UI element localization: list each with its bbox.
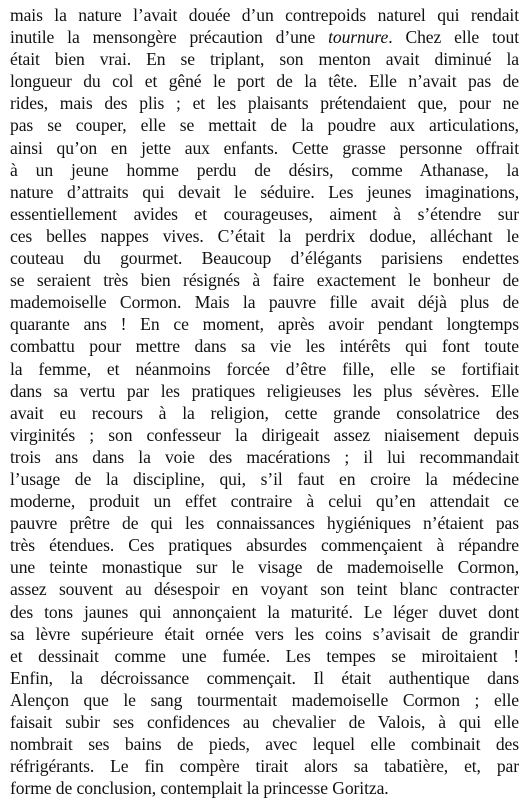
text-run: se seraient très bien résignés à faire exactement le bonheur de xyxy=(10,270,519,291)
text-line xyxy=(10,755,519,777)
text-line xyxy=(10,114,519,136)
text-run: mademoiselle Cormon. Mais la pauvre fille avait déjà plus de xyxy=(10,292,519,313)
text-line xyxy=(10,534,519,556)
text-line xyxy=(10,733,519,755)
text-line xyxy=(10,623,519,645)
text-line xyxy=(10,247,519,269)
text-line xyxy=(10,424,519,446)
text-line xyxy=(10,181,519,203)
text-run: dans sa vertu par les pratiques religieuses les plus sévères. Elle xyxy=(10,380,519,401)
text-run: mais la nature l’avait douée d’un contrepoids naturel qui rendait xyxy=(10,5,519,25)
text-line xyxy=(10,689,519,711)
text-run: Enfin, la décroissance commençait. Il était authentique dans xyxy=(10,667,519,688)
text-line xyxy=(10,777,519,799)
text-line xyxy=(10,556,519,578)
text-line xyxy=(10,225,519,247)
text-line xyxy=(10,203,519,225)
body-paragraph xyxy=(10,4,519,799)
text-line xyxy=(10,335,519,357)
text-line xyxy=(10,578,519,600)
text-run: virginités ; son confesseur la dirigeait assez niaisement depuis xyxy=(10,424,519,445)
text-run: Alençon que le sang tourmentait mademoiselle Cormon ; elle xyxy=(10,689,519,710)
text-run: trois ans dans la voie des macérations ; il lui recommandait xyxy=(10,446,519,467)
text-run: nature d’attraits qui devait le séduire. Les jeunes imaginations, xyxy=(10,181,519,202)
text-run: . Chez elle tout xyxy=(388,27,519,48)
text-line xyxy=(10,711,519,733)
text-run: la femme, et néanmoins forcée d’être fille, elle se fortifiait xyxy=(10,358,519,379)
text-run: était bien vrai. En se triplant, son menton avait diminué la xyxy=(10,49,519,70)
text-run: couteau du gourmet. Beaucoup d’élégants parisiens endettes xyxy=(10,248,519,269)
text-run: inutile la mensongère précaution d’une xyxy=(10,27,329,48)
text-run: ces belles nappes vives. C’était la perdrix dodue, alléchant le xyxy=(10,225,519,246)
text-line xyxy=(10,402,519,424)
text-line xyxy=(10,645,519,667)
text-line xyxy=(10,313,519,335)
text-line xyxy=(10,159,519,181)
text-run: ainsi qu’on en jette aux enfants. Cette grasse personne offrait xyxy=(10,137,519,158)
text-line xyxy=(10,512,519,534)
text-run: à un jeune homme perdu de désirs, comme Athanase, la xyxy=(10,159,519,180)
text-line xyxy=(10,92,519,114)
text-run: réfrigérants. Le fin compère tirait alors sa tabatière, et, par xyxy=(10,756,519,777)
text-run: quarante ans ! En ce moment, après avoir pendant longtemps xyxy=(10,314,519,335)
text-line xyxy=(10,70,519,92)
text-run: une teinte monastique sur le visage de mademoiselle Cormon, xyxy=(10,557,519,578)
text-run: des tons jaunes qui annonçaient la maturité. Le léger duvet dont xyxy=(10,601,519,622)
text-run: l’usage de la discipline, qui, s’il faut en croire la médecine xyxy=(10,468,519,489)
text-run: longueur du col et gêné le port de la tête. Elle n’avait pas de xyxy=(10,71,519,92)
text-line xyxy=(10,137,519,159)
text-line xyxy=(10,468,519,490)
text-line xyxy=(10,26,519,48)
text-run: nombrait ses bains de pieds, avec lequel elle combinait des xyxy=(10,734,519,755)
text-run: moderne, produit un effet contraire à celui qu’en attendait ce xyxy=(10,491,519,512)
text-run: pauvre prêtre de qui les connaissances hygiéniques n’étaient pas xyxy=(10,513,519,534)
text-line xyxy=(10,601,519,623)
text-line xyxy=(10,291,519,313)
text-run: essentiellement avides et courageuses, aiment à s’étendre sur xyxy=(10,203,519,224)
text-run: et dessinait comme une fumée. Les tempes se miroitaient ! xyxy=(10,645,519,666)
text-line xyxy=(10,446,519,468)
text-line xyxy=(10,380,519,402)
text-line xyxy=(10,4,519,26)
text-run: sa lèvre supérieure était ornée vers les coins s’avisait de grandir xyxy=(10,623,519,644)
text-line xyxy=(10,358,519,380)
text-run: forme de conclusion, contemplait la princesse Goritza. xyxy=(10,778,389,799)
text-run: assez souvent au désespoir en voyant son teint blanc contracter xyxy=(10,579,519,600)
text-run: combattu pour mettre dans sa vie les intérêts qui font toute xyxy=(10,336,519,357)
text-run: avait eu recours à la religion, cette grande consolatrice des xyxy=(10,402,519,423)
italic-word: tournure xyxy=(328,27,389,48)
text-run: rides, mais des plis ; et les plaisants prétendaient que, pour ne xyxy=(10,93,519,114)
text-run: très étendues. Ces pratiques absurdes commençaient à répandre xyxy=(10,535,519,556)
text-line xyxy=(10,48,519,70)
text-run: pas se couper, elle se mettait de la poudre aux articulations, xyxy=(10,115,519,136)
text-line xyxy=(10,490,519,512)
text-line xyxy=(10,667,519,689)
text-run: faisait subir ses confidences au chevalier de Valois, à qui elle xyxy=(10,712,519,732)
text-line xyxy=(10,269,519,291)
